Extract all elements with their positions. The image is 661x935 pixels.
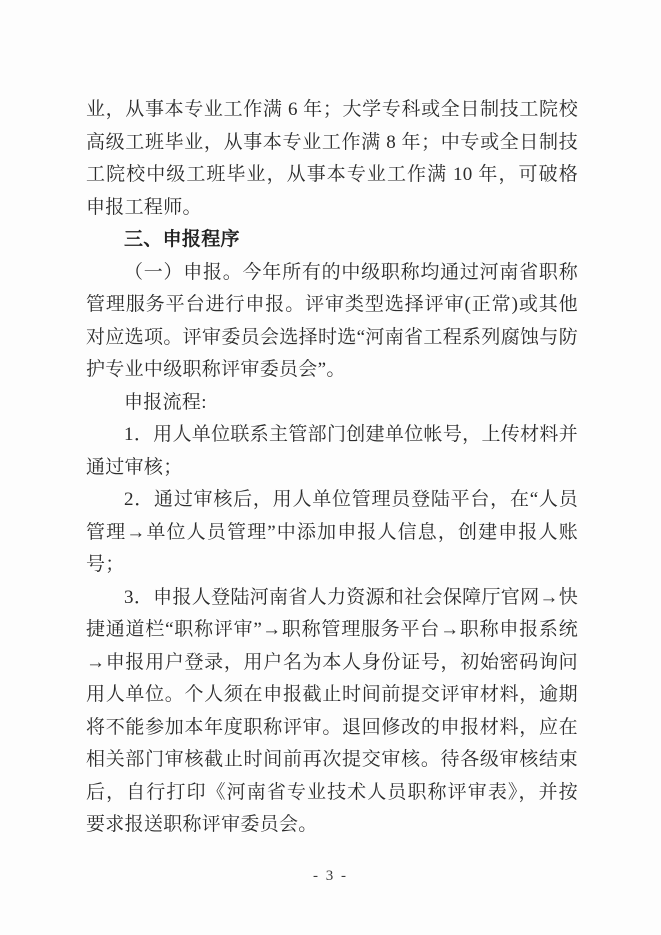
document-body <box>86 94 578 842</box>
paragraph: 申报流程: <box>124 391 207 413</box>
paragraph: （一）申报。今年所有的中级职称均通过河南省职称管理服务平台进行申报。评审类型选择评审(正常)或其他对应选项。评审委员会选择时选“河南省工程系列腐蚀与防护专业中级职称评审委员会”。 <box>86 261 578 380</box>
section-heading: 三、申报程序 <box>124 229 240 250</box>
paragraph: 3．申报人登陆河南省人力资源和社会保障厅官网→快捷通道栏“职称评审”→职称管理服务平台→职称申报系统→申报用户登录，用户名为本人身份证号，初始密码询问用人单位。个人须在申报截止时间前提交评审材料，逾期将不能参加本年度职称评审。退回修改的申报材料，应在相关部门审核截止时间前再次提交审核。待各级审核结束后，自行打印《河南省专业技术人员职称评审表》，并按要求报送职称评审委员会。 <box>86 586 578 835</box>
paragraph: 业，从事本专业工作满 6 年；大学专科或全日制技工院校高级工班毕业，从事本专业工作满 8 年；中专或全日制技工院校中级工班毕业，从事本专业工作满 10 年，可破格申报工程师。 <box>86 99 578 218</box>
page-number: - 3 - <box>313 868 348 884</box>
paragraph: 2．通过审核后，用人单位管理员登陆平台，在“人员管理→单位人员管理”中添加申报人信息，创建申报人账号； <box>86 489 578 575</box>
paragraph: 1．用人单位联系主管部门创建单位帐号，上传材料并通过审核； <box>86 424 578 478</box>
